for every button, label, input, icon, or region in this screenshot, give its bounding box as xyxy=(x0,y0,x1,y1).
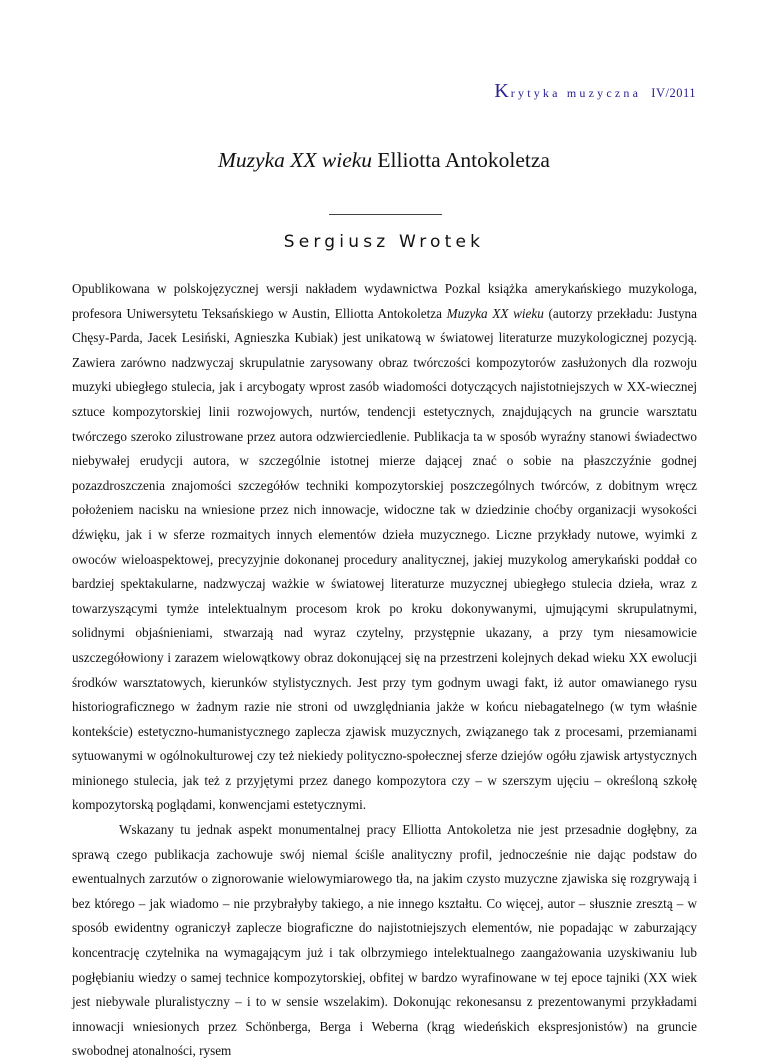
journal-header xyxy=(494,80,696,103)
article-title xyxy=(0,148,768,173)
journal-initial: K xyxy=(494,80,511,102)
book-title-italic: Muzyka XX wieku xyxy=(446,305,544,321)
title-italic: Muzyka XX wieku xyxy=(218,148,373,172)
paragraph-1-part-1: Opublikowana w polskojęzycznej wersji nakładem wydawnictwa Pozkal książka amerykańskiego muzykologa, profesora Uniwersytetu Teksańskiego w Austin, Elliotta Antokoletza xyxy=(72,281,697,321)
journal-name: rytyka muzyczna xyxy=(510,86,642,100)
paragraph-1 xyxy=(72,277,697,818)
paragraph-1-part-2: (autorzy przekładu: Justyna Chęsy-Parda, Jacek Lesiński, Agnieszka Kubiak) jest unikatową w światowej literaturze muzykologicznej pozycją. Zawiera zarówno nadzwyczaj skrupulatnie zarysowany obraz twórczości kompozytorów zasłużonych dla rozwoju muzyki ubiegłego stulecia, jak i arcybogaty wprost zasób wiadomości dotyczących najistotniejszych w XX-wiecznej sztuce kompozytorskiej linii rozwojowych, nurtów, tendencji estetycznych, znajdujących na gruncie warsztatu twórczego szeroko zilustrowane przez autora odzwierciedlenie. Publikacja ta w sposób wyraźny stanowi świadectwo niebywałej erudycji autora, w szczególnie istotnej mierze dającej znać o sobie na płaszczyźnie godnej pozazdroszczenia znajomości szczegółów techniki kompozytorskiej poszczególnych twórców, z dobitnym wręcz położeniem nacisku na wniesione przez nich innowacje, widoczne tak w dziedzinie choćby organizacji wysokości dźwięku, jak i w sferze rozmaitych innych elementów dzieła muzycznego. Liczne przykłady nutowe, wyimki z owoców wieloaspektowej, precyzyjnie dokonanej procedury analitycznej, jakiej muzykolog amerykański poddał co bardziej spektakularne, nadzwyczaj ważkie w światowej literaturze muzycznej ubiegłego stulecia dzieła, wraz z towarzyszącymi tymże intelektualnym procesom krok po kroku dokonywanymi, ujmującymi skrupulatnymi, solidnymi objaśnieniami, stwarzają nad wyraz czytelny, przystępnie ukazany, a przy tym niesamowicie uszczegółowiony i zarazem wielowątkowy obraz dokonującej się na przestrzeni kolejnych dekad wieku XX ewolucji środków warsztatowych, kierunków stylistycznych. Jest przy tym godnym uwagi fakt, iż autor omawianego rysu historiograficznego w żadnym razie nie stroni od uwzględniania jakże w końcu niebagatelnego (w tym właśnie kontekście) estetyczno-humanistycznego zaplecza zjawisk muzycznych, związanego tak z procesami, przemianami sytuowanymi w ogólnokulturowej czy też niekiedy polityczno-społecznej sferze dziejów ogółu zjawisk artystycznych minionego stulecia, jak też z przyjętymi przez danego kompozytora czy – w szerszym ujęciu – określoną szkołę kompozytorską poglądami, konwencjami estetycznymi. xyxy=(72,305,697,813)
author-name: Sergiusz Wrotek xyxy=(283,232,485,252)
title-divider xyxy=(329,214,442,215)
article-body xyxy=(72,277,697,1064)
issue-number: IV/2011 xyxy=(651,86,696,100)
paragraph-2: Wskazany tu jednak aspekt monumentalnej pracy Elliotta Antokoletza nie jest przesadnie dogłębny, za sprawą czego publikacja zachowuje swój niemal ściśle analityczny profil, jednocześnie nie dając podstaw do ewentualnych zarzutów o zignorowanie wielowymiarowego tła, na jakim czysto muzyczne zjawiska się rozgrywają i bez którego – jak wiadomo – nie przybrałyby takiego, a nie innego kształtu. Co więcej, autor – słusznie zresztą – w sposób ewidentny ograniczył zaplecze biograficzne do najistotniejszych elementów, nie popadając w zaburzający koncentrację czytelnika na wymagającym już i tak olbrzymiego intelektualnego zaangażowania uzyskiwaniu lub pogłębianiu wiedzy o samej technice kompozytorskiej, obfitej w bardzo wyrafinowane w tej epoce tajniki (XX wiek jest niebywale pluralistyczny – i to w sensie wszelakim). Dokonując rekonesansu z prezentowanymi przykładami innowacji wniesionych przez Schönberga, Berga i Weberna (krąg wiedeńskich ekspresjonistów) na gruncie swobodnej atonalności, rysem xyxy=(72,822,697,1059)
title-rest: Elliotta Antokoletza xyxy=(372,148,550,172)
